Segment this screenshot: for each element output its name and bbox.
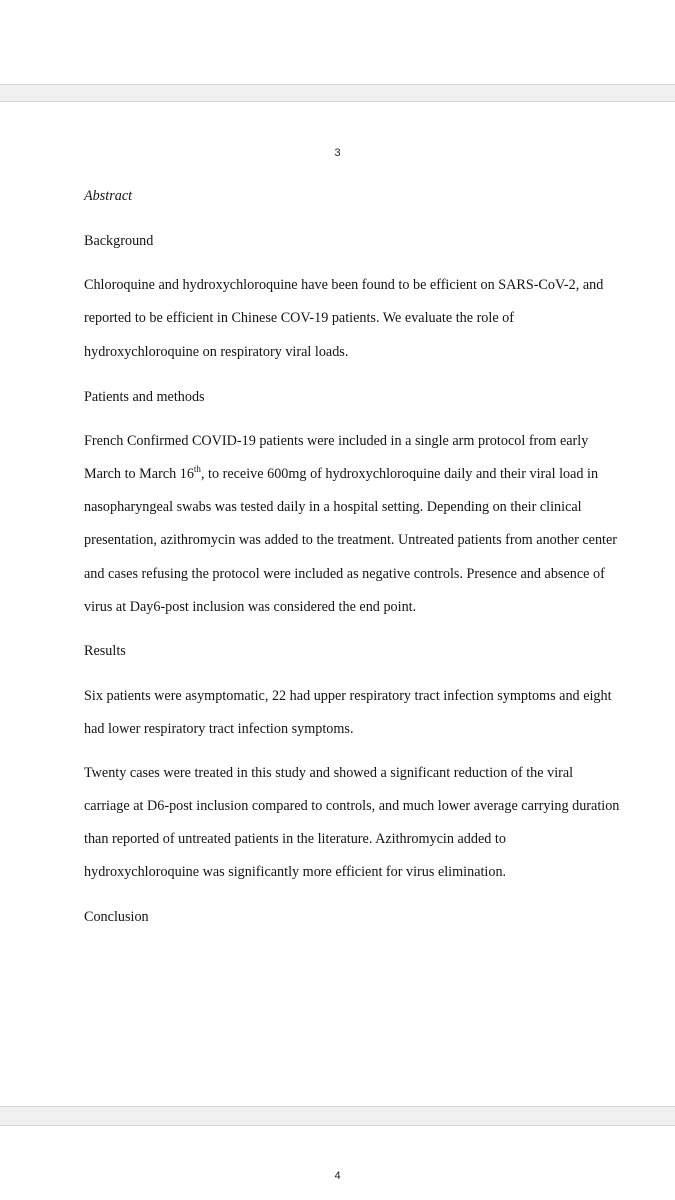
background-line: hydroxychloroquine on respiratory viral loads. [84,344,349,360]
conclusion-heading: Conclusion [84,909,149,925]
results-line: Six patients were asymptomatic, 22 had upper respiratory tract infection symptoms and eight [84,688,612,704]
methods-line: French Confirmed COVID-19 patients were included in a single arm protocol from early [84,433,589,449]
methods-line-text: March to March 16 [84,466,194,482]
page-number: 3 [334,147,341,159]
methods-line: and cases refusing the protocol were included as negative controls. Presence and absence of [84,566,605,582]
methods-line: virus at Day6-post inclusion was considered the end point. [84,599,417,615]
page-number: 4 [334,1170,341,1182]
results-line: Twenty cases were treated in this study and showed a significant reduction of the viral [84,765,574,781]
ordinal-suffix: th [193,464,201,474]
methods-line [84,465,598,483]
page-gap-top [0,84,675,102]
document-page-4 [0,1126,675,1200]
methods-heading: Patients and methods [84,389,205,405]
results-line: carriage at D6-post inclusion compared to controls, and much lower average carrying duration [84,798,620,814]
results-line: than reported of untreated patients in the literature. Azithromycin added to [84,831,506,847]
methods-line-text: , to receive 600mg of hydroxychloroquine daily and their viral load in [200,466,599,482]
methods-line: nasopharyngeal swabs was tested daily in a hospital setting. Depending on their clinical [84,499,582,515]
methods-line: presentation, azithromycin was added to the treatment. Untreated patients from another center [84,532,618,548]
results-line: had lower respiratory tract infection symptoms. [84,721,354,737]
page-gap-bottom [0,1106,675,1126]
document-page-3 [0,102,675,1106]
background-line: Chloroquine and hydroxychloroquine have been found to be efficient on SARS-CoV-2, and [84,277,604,293]
abstract-heading: Abstract [84,188,133,204]
results-heading: Results [84,643,126,659]
background-heading: Background [84,233,154,249]
background-line: reported to be efficient in Chinese COV-19 patients. We evaluate the role of [84,310,515,326]
results-line: hydroxychloroquine was significantly more efficient for virus elimination. [84,864,507,880]
